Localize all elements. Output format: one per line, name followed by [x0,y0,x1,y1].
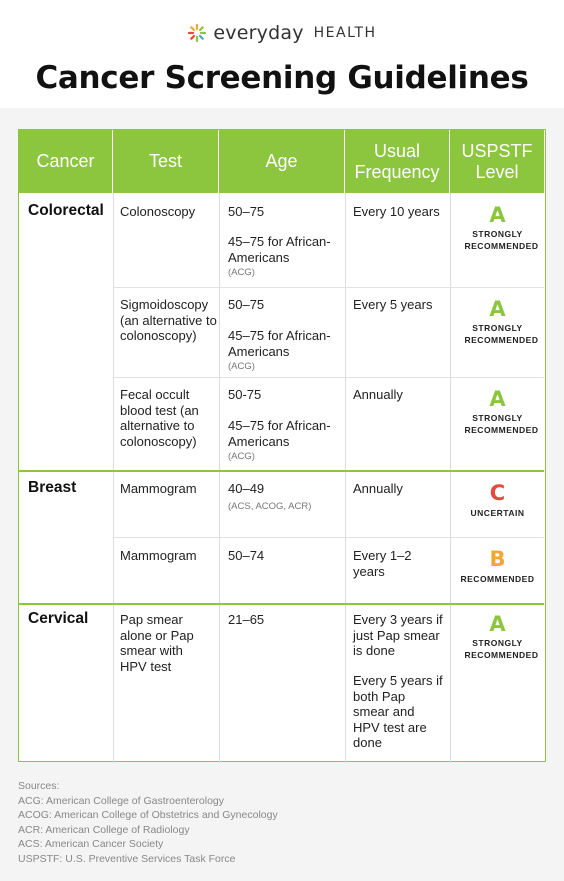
age-source: (ACG) [228,267,255,278]
test-name: Colonoscopy [120,204,196,219]
section-divider [19,470,544,472]
source-entry: ACR: American College of Radiology [18,823,190,836]
grade-letter: C [489,481,506,505]
column-header-age: Age [219,130,345,193]
frequency: Every 1–2 years [353,548,412,579]
cancer-type: Breast [28,479,77,496]
grade-label: RECOMMENDED [460,574,535,584]
grade-letter: A [489,203,506,227]
grade-label: STRONGLY RECOMMENDED [464,229,539,251]
grade-letter: A [489,297,506,321]
column-divider [450,193,451,763]
frequency: Every 3 years if just Pap smear is done [353,612,443,658]
column-header-cancer: Cancer [19,130,113,193]
frequency: Every 10 years [353,204,440,219]
test-name: Sigmoidoscopy (an alternative to colonoscopy) [120,297,217,343]
source-entry: ACG: American College of Gastroenterology [18,794,225,807]
source-entry: ACS: American Cancer Society [18,838,164,851]
guidelines-table [18,129,546,762]
section-divider [19,603,544,605]
age-range: 40–49 [228,481,265,496]
test-name: Pap smear alone or Pap smear with HPV test [120,612,194,674]
grade-badge [450,388,545,436]
grade-letter: A [489,612,506,636]
grade-label: STRONGLY RECOMMENDED [464,638,539,660]
age-range-alt: 45–75 for African-Americans [228,234,331,265]
grade-badge [450,613,545,661]
column-header-uspstf-level: USPSTF Level [461,140,533,182]
frequency: Annually [353,481,403,496]
grade-label: UNCERTAIN [470,508,525,518]
source-entry: ACOG: American College of Obstetrics and Gynecology [18,809,278,822]
column-divider [345,193,346,763]
grade-badge [450,204,545,252]
row-divider [113,287,544,288]
test-name: Fecal occult blood test (an alternative to colonoscopy) [120,387,199,449]
column-header-frequency: Usual Frequency [345,130,450,193]
age-range: 50–74 [228,548,265,563]
frequency: Annually [353,387,403,402]
frequency: Every 5 years [353,297,433,312]
row-divider [113,377,544,378]
source-entry: USPSTF: U.S. Preventive Services Task Force [18,852,236,865]
age-range-alt: 45–75 for African-Americans [228,328,331,359]
brand-logo[interactable] [0,22,564,48]
column-divider [113,193,114,763]
grade-letter: B [489,547,506,571]
test-name: Mammogram [120,481,197,496]
table-header [19,130,544,193]
cancer-type: Colorectal [28,202,104,219]
sources-heading: Sources: [18,780,60,792]
column-divider [219,193,220,763]
page-title: Cancer Screening Guidelines [35,60,529,96]
cancer-type: Cervical [28,610,89,627]
grade-badge [450,298,545,346]
age-range: 21–65 [228,612,265,627]
column-header-test: Test [113,130,219,193]
age-range-alt: 45–75 for African-Americans [228,418,331,449]
age-source: (ACG) [228,451,255,462]
brand-name: everyday [213,22,304,44]
grade-letter: A [489,387,506,411]
grade-badge [450,482,545,519]
sunburst-icon [187,23,207,43]
age-range: 50-75 [228,387,262,402]
grade-label: STRONGLY RECOMMENDED [464,413,539,435]
age-source: (ACG) [228,361,255,372]
sources-footnote [18,779,278,867]
frequency-alt: Every 5 years if both Pap smear and HPV test are done [353,673,443,750]
grade-badge [450,548,545,585]
test-name: Mammogram [120,548,197,563]
row-divider [113,537,544,538]
age-range: 50–75 [228,297,265,312]
grade-label: STRONGLY RECOMMENDED [464,323,539,345]
brand-name-suffix: HEALTH [313,25,377,41]
age-range: 50–75 [228,204,265,219]
age-source: (ACS, ACOG, ACR) [228,501,312,512]
